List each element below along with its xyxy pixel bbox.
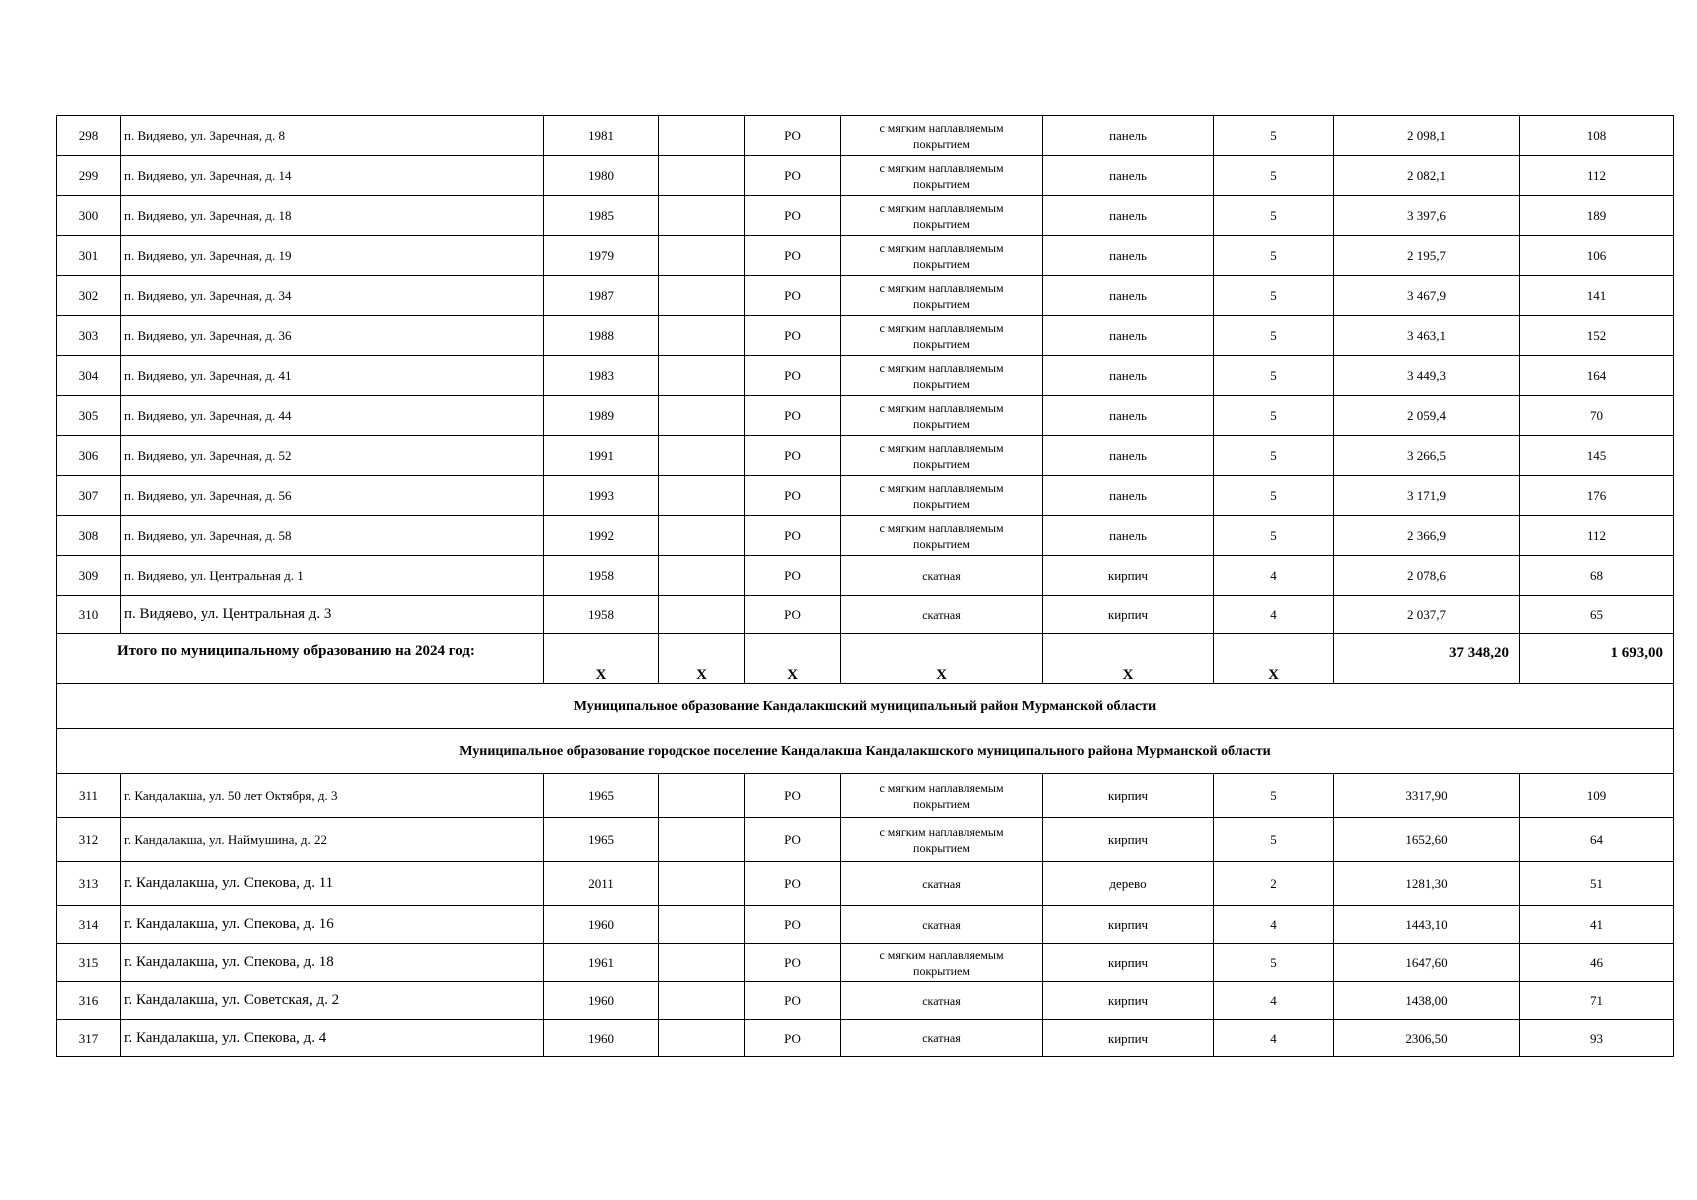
ro-cell: РО — [745, 982, 841, 1020]
roof-type-line: покрытием — [913, 496, 970, 511]
table-row — [57, 356, 1674, 396]
floors-cell: 5 — [1214, 116, 1334, 156]
address-cell: п. Видяево, ул. Заречная, д. 36 — [121, 316, 544, 356]
wall-material-cell: кирпич — [1043, 944, 1214, 982]
ro-cell: РО — [745, 396, 841, 436]
roof-type-line: с мягким наплавляемым — [879, 947, 1004, 962]
roof-type-cell — [841, 116, 1043, 156]
residents-cell: 141 — [1520, 276, 1674, 316]
roof-type-line: с мягким наплавляемым — [879, 824, 1004, 839]
empty-cell — [659, 236, 745, 276]
residents-cell: 112 — [1520, 156, 1674, 196]
residents-cell: 106 — [1520, 236, 1674, 276]
roof-type-cell — [841, 906, 1043, 944]
area-cell: 2 195,7 — [1334, 236, 1520, 276]
total-area: 37 348,20 — [1334, 634, 1520, 684]
wall-material-cell: панель — [1043, 156, 1214, 196]
roof-type-line: с мягким наплавляемым — [879, 240, 1004, 255]
floors-cell: 5 — [1214, 476, 1334, 516]
year-cell: 1965 — [544, 818, 659, 862]
table-row — [57, 436, 1674, 476]
table-total-section — [57, 634, 1674, 774]
area-cell: 3 449,3 — [1334, 356, 1520, 396]
empty-cell — [659, 516, 745, 556]
floors-cell: 5 — [1214, 316, 1334, 356]
address-cell: п. Видяево, ул. Заречная, д. 8 — [121, 116, 544, 156]
roof-type-line: скатная — [922, 993, 961, 1008]
wall-material-cell: кирпич — [1043, 818, 1214, 862]
area-cell: 1438,00 — [1334, 982, 1520, 1020]
ro-cell: РО — [745, 516, 841, 556]
floors-cell: 4 — [1214, 982, 1334, 1020]
row-number-cell: 317 — [57, 1020, 121, 1057]
roof-type-line: покрытием — [913, 416, 970, 431]
year-cell: 1960 — [544, 982, 659, 1020]
floors-cell: 4 — [1214, 556, 1334, 596]
roof-type-line: с мягким наплавляемым — [879, 280, 1004, 295]
address-cell: п. Видяево, ул. Заречная, д. 34 — [121, 276, 544, 316]
residents-cell: 51 — [1520, 862, 1674, 906]
table-row — [57, 818, 1674, 862]
table-row — [57, 196, 1674, 236]
residents-cell: 152 — [1520, 316, 1674, 356]
area-cell: 3 266,5 — [1334, 436, 1520, 476]
year-cell: 2011 — [544, 862, 659, 906]
section-district-title: Муниципальное образование Кандалакшский муниципальный район Мурманской области — [57, 684, 1674, 729]
residents-cell: 70 — [1520, 396, 1674, 436]
area-cell: 3 397,6 — [1334, 196, 1520, 236]
row-number-cell: 299 — [57, 156, 121, 196]
table-row — [57, 906, 1674, 944]
area-cell: 2 082,1 — [1334, 156, 1520, 196]
roof-type-line: скатная — [922, 568, 961, 583]
roof-type-cell — [841, 944, 1043, 982]
ro-cell: РО — [745, 276, 841, 316]
row-number-cell: 312 — [57, 818, 121, 862]
address-cell: г. Кандалакша, ул. Спекова, д. 11 — [121, 862, 544, 906]
row-number-cell: 298 — [57, 116, 121, 156]
roof-type-line: покрытием — [913, 536, 970, 551]
year-cell: 1988 — [544, 316, 659, 356]
empty-cell — [659, 818, 745, 862]
empty-cell — [659, 316, 745, 356]
address-cell: п. Видяево, ул. Центральная д. 1 — [121, 556, 544, 596]
roof-type-line: с мягким наплавляемым — [879, 400, 1004, 415]
roof-type-line: покрытием — [913, 963, 970, 978]
floors-cell: 4 — [1214, 906, 1334, 944]
roof-type-cell — [841, 982, 1043, 1020]
floors-cell: 5 — [1214, 236, 1334, 276]
row-number-cell: 316 — [57, 982, 121, 1020]
empty-cell — [659, 596, 745, 634]
area-cell: 2 037,7 — [1334, 596, 1520, 634]
total-x-floors: X — [1214, 634, 1334, 684]
roof-type-cell — [841, 818, 1043, 862]
roof-type-line: с мягким наплавляемым — [879, 120, 1004, 135]
address-cell: п. Видяево, ул. Заречная, д. 58 — [121, 516, 544, 556]
wall-material-cell: кирпич — [1043, 556, 1214, 596]
wall-material-cell: панель — [1043, 436, 1214, 476]
roof-type-cell — [841, 516, 1043, 556]
roof-type-line: покрытием — [913, 176, 970, 191]
row-number-cell: 314 — [57, 906, 121, 944]
roof-type-line: покрытием — [913, 796, 970, 811]
table-row — [57, 516, 1674, 556]
floors-cell: 5 — [1214, 356, 1334, 396]
row-number-cell: 306 — [57, 436, 121, 476]
row-number-cell: 303 — [57, 316, 121, 356]
area-cell: 2 059,4 — [1334, 396, 1520, 436]
address-cell: г. Кандалакша, ул. Спекова, д. 4 — [121, 1020, 544, 1057]
ro-cell: РО — [745, 236, 841, 276]
residents-cell: 41 — [1520, 906, 1674, 944]
table-body-part-a — [57, 116, 1674, 634]
address-cell: п. Видяево, ул. Центральная д. 3 — [121, 596, 544, 634]
residents-cell: 145 — [1520, 436, 1674, 476]
roof-type-line: покрытием — [913, 336, 970, 351]
wall-material-cell: кирпич — [1043, 1020, 1214, 1057]
roof-type-line: покрытием — [913, 376, 970, 391]
empty-cell — [659, 862, 745, 906]
empty-cell — [659, 356, 745, 396]
residents-cell: 65 — [1520, 596, 1674, 634]
total-label: Итого по муниципальному образованию на 2024 год: — [57, 634, 544, 684]
ro-cell: РО — [745, 906, 841, 944]
table-row — [57, 276, 1674, 316]
total-x-roof: X — [841, 634, 1043, 684]
row-number-cell: 315 — [57, 944, 121, 982]
section-town-title: Муниципальное образование городское поселение Кандалакша Кандалакшского муниципального района Мурманской области — [57, 729, 1674, 774]
area-cell: 2 098,1 — [1334, 116, 1520, 156]
empty-cell — [659, 1020, 745, 1057]
ro-cell: РО — [745, 356, 841, 396]
wall-material-cell: панель — [1043, 356, 1214, 396]
roof-type-line: с мягким наплавляемым — [879, 200, 1004, 215]
wall-material-cell: кирпич — [1043, 596, 1214, 634]
wall-material-cell: кирпич — [1043, 774, 1214, 818]
address-cell: п. Видяево, ул. Заречная, д. 14 — [121, 156, 544, 196]
table-row — [57, 396, 1674, 436]
section-heading-district — [57, 684, 1674, 729]
wall-material-cell: кирпич — [1043, 906, 1214, 944]
address-cell: п. Видяево, ул. Заречная, д. 18 — [121, 196, 544, 236]
residents-cell: 71 — [1520, 982, 1674, 1020]
roof-type-cell — [841, 862, 1043, 906]
year-cell: 1985 — [544, 196, 659, 236]
roof-type-line: с мягким наплавляемым — [879, 480, 1004, 495]
ro-cell: РО — [745, 862, 841, 906]
empty-cell — [659, 774, 745, 818]
roof-type-cell — [841, 156, 1043, 196]
roof-type-cell — [841, 316, 1043, 356]
residents-cell: 189 — [1520, 196, 1674, 236]
roof-type-cell — [841, 356, 1043, 396]
housing-register-table — [56, 115, 1674, 1057]
row-number-cell: 301 — [57, 236, 121, 276]
ro-cell: РО — [745, 596, 841, 634]
empty-cell — [659, 476, 745, 516]
year-cell: 1992 — [544, 516, 659, 556]
table-row — [57, 944, 1674, 982]
row-number-cell: 300 — [57, 196, 121, 236]
address-cell: г. Кандалакша, ул. 50 лет Октября, д. 3 — [121, 774, 544, 818]
table-row — [57, 862, 1674, 906]
roof-type-cell — [841, 236, 1043, 276]
residents-cell: 46 — [1520, 944, 1674, 982]
ro-cell: РО — [745, 774, 841, 818]
residents-cell: 68 — [1520, 556, 1674, 596]
empty-cell — [659, 556, 745, 596]
row-number-cell: 311 — [57, 774, 121, 818]
roof-type-cell — [841, 396, 1043, 436]
table-row — [57, 316, 1674, 356]
roof-type-cell — [841, 1020, 1043, 1057]
empty-cell — [659, 196, 745, 236]
wall-material-cell: дерево — [1043, 862, 1214, 906]
area-cell: 1652,60 — [1334, 818, 1520, 862]
floors-cell: 2 — [1214, 862, 1334, 906]
residents-cell: 108 — [1520, 116, 1674, 156]
wall-material-cell: панель — [1043, 236, 1214, 276]
roof-type-cell — [841, 596, 1043, 634]
total-x-wall: X — [1043, 634, 1214, 684]
ro-cell: РО — [745, 156, 841, 196]
table-row — [57, 116, 1674, 156]
residents-cell: 93 — [1520, 1020, 1674, 1057]
total-people: 1 693,00 — [1520, 634, 1674, 684]
residents-cell: 176 — [1520, 476, 1674, 516]
roof-type-line: скатная — [922, 876, 961, 891]
roof-type-line: покрытием — [913, 216, 970, 231]
table-body-part-b — [57, 774, 1674, 1057]
roof-type-line: скатная — [922, 1031, 961, 1045]
ro-cell: РО — [745, 196, 841, 236]
year-cell: 1981 — [544, 116, 659, 156]
address-cell: п. Видяево, ул. Заречная, д. 41 — [121, 356, 544, 396]
roof-type-line: с мягким наплавляемым — [879, 520, 1004, 535]
residents-cell: 109 — [1520, 774, 1674, 818]
address-cell: п. Видяево, ул. Заречная, д. 44 — [121, 396, 544, 436]
floors-cell: 5 — [1214, 276, 1334, 316]
address-cell: г. Кандалакша, ул. Спекова, д. 18 — [121, 944, 544, 982]
roof-type-line: покрытием — [913, 256, 970, 271]
year-cell: 1979 — [544, 236, 659, 276]
roof-type-line: скатная — [922, 607, 961, 622]
table-row — [57, 156, 1674, 196]
total-x-year: X — [544, 634, 659, 684]
ro-cell: РО — [745, 556, 841, 596]
roof-type-cell — [841, 276, 1043, 316]
year-cell: 1960 — [544, 906, 659, 944]
table-row — [57, 596, 1674, 634]
year-cell: 1989 — [544, 396, 659, 436]
area-cell: 2 078,6 — [1334, 556, 1520, 596]
roof-type-cell — [841, 436, 1043, 476]
floors-cell: 5 — [1214, 396, 1334, 436]
row-number-cell: 302 — [57, 276, 121, 316]
area-cell: 3 467,9 — [1334, 276, 1520, 316]
floors-cell: 4 — [1214, 1020, 1334, 1057]
year-cell: 1980 — [544, 156, 659, 196]
floors-cell: 5 — [1214, 196, 1334, 236]
table-row — [57, 236, 1674, 276]
empty-cell — [659, 944, 745, 982]
floors-cell: 5 — [1214, 774, 1334, 818]
ro-cell: РО — [745, 476, 841, 516]
residents-cell: 64 — [1520, 818, 1674, 862]
address-cell: п. Видяево, ул. Заречная, д. 52 — [121, 436, 544, 476]
area-cell: 1281,30 — [1334, 862, 1520, 906]
ro-cell: РО — [745, 818, 841, 862]
roof-type-cell — [841, 556, 1043, 596]
year-cell: 1965 — [544, 774, 659, 818]
total-row — [57, 634, 1674, 684]
roof-type-line: скатная — [922, 917, 961, 932]
floors-cell: 5 — [1214, 436, 1334, 476]
table-row — [57, 774, 1674, 818]
area-cell: 1443,10 — [1334, 906, 1520, 944]
roof-type-line: с мягким наплавляемым — [879, 320, 1004, 335]
total-x-blank: X — [659, 634, 745, 684]
address-cell: п. Видяево, ул. Заречная, д. 56 — [121, 476, 544, 516]
ro-cell: РО — [745, 436, 841, 476]
table-row — [57, 1020, 1674, 1057]
wall-material-cell: панель — [1043, 516, 1214, 556]
area-cell: 3317,90 — [1334, 774, 1520, 818]
row-number-cell: 304 — [57, 356, 121, 396]
area-cell: 1647,60 — [1334, 944, 1520, 982]
ro-cell: РО — [745, 116, 841, 156]
area-cell: 2306,50 — [1334, 1020, 1520, 1057]
table-row — [57, 476, 1674, 516]
year-cell: 1983 — [544, 356, 659, 396]
floors-cell: 5 — [1214, 516, 1334, 556]
address-cell: г. Кандалакша, ул. Спекова, д. 16 — [121, 906, 544, 944]
empty-cell — [659, 276, 745, 316]
empty-cell — [659, 156, 745, 196]
empty-cell — [659, 906, 745, 944]
section-heading-town — [57, 729, 1674, 774]
year-cell: 1991 — [544, 436, 659, 476]
empty-cell — [659, 396, 745, 436]
roof-type-line: покрытием — [913, 296, 970, 311]
year-cell: 1987 — [544, 276, 659, 316]
row-number-cell: 305 — [57, 396, 121, 436]
year-cell: 1993 — [544, 476, 659, 516]
ro-cell: РО — [745, 944, 841, 982]
empty-cell — [659, 982, 745, 1020]
area-cell: 3 171,9 — [1334, 476, 1520, 516]
address-cell: п. Видяево, ул. Заречная, д. 19 — [121, 236, 544, 276]
empty-cell — [659, 436, 745, 476]
roof-type-line: покрытием — [913, 840, 970, 855]
wall-material-cell: панель — [1043, 316, 1214, 356]
floors-cell: 5 — [1214, 944, 1334, 982]
wall-material-cell: панель — [1043, 476, 1214, 516]
year-cell: 1960 — [544, 1020, 659, 1057]
year-cell: 1958 — [544, 556, 659, 596]
roof-type-line: покрытием — [913, 456, 970, 471]
row-number-cell: 307 — [57, 476, 121, 516]
roof-type-line: покрытием — [913, 136, 970, 151]
empty-cell — [659, 116, 745, 156]
residents-cell: 112 — [1520, 516, 1674, 556]
total-x-ro: X — [745, 634, 841, 684]
area-cell: 3 463,1 — [1334, 316, 1520, 356]
wall-material-cell: панель — [1043, 276, 1214, 316]
roof-type-line: с мягким наплавляемым — [879, 440, 1004, 455]
floors-cell: 5 — [1214, 818, 1334, 862]
row-number-cell: 310 — [57, 596, 121, 634]
address-cell: г. Кандалакша, ул. Советская, д. 2 — [121, 982, 544, 1020]
residents-cell: 164 — [1520, 356, 1674, 396]
row-number-cell: 313 — [57, 862, 121, 906]
wall-material-cell: панель — [1043, 116, 1214, 156]
area-cell: 2 366,9 — [1334, 516, 1520, 556]
ro-cell: РО — [745, 316, 841, 356]
roof-type-cell — [841, 196, 1043, 236]
table-row — [57, 556, 1674, 596]
row-number-cell: 309 — [57, 556, 121, 596]
roof-type-line: с мягким наплавляемым — [879, 360, 1004, 375]
year-cell: 1961 — [544, 944, 659, 982]
year-cell: 1958 — [544, 596, 659, 634]
wall-material-cell: кирпич — [1043, 982, 1214, 1020]
roof-type-cell — [841, 774, 1043, 818]
wall-material-cell: панель — [1043, 196, 1214, 236]
roof-type-cell — [841, 476, 1043, 516]
floors-cell: 4 — [1214, 596, 1334, 634]
wall-material-cell: панель — [1043, 396, 1214, 436]
ro-cell: РО — [745, 1020, 841, 1057]
row-number-cell: 308 — [57, 516, 121, 556]
address-cell: г. Кандалакша, ул. Наймушина, д. 22 — [121, 818, 544, 862]
roof-type-line: с мягким наплавляемым — [879, 160, 1004, 175]
table-row — [57, 982, 1674, 1020]
floors-cell: 5 — [1214, 156, 1334, 196]
roof-type-line: с мягким наплавляемым — [879, 780, 1004, 795]
